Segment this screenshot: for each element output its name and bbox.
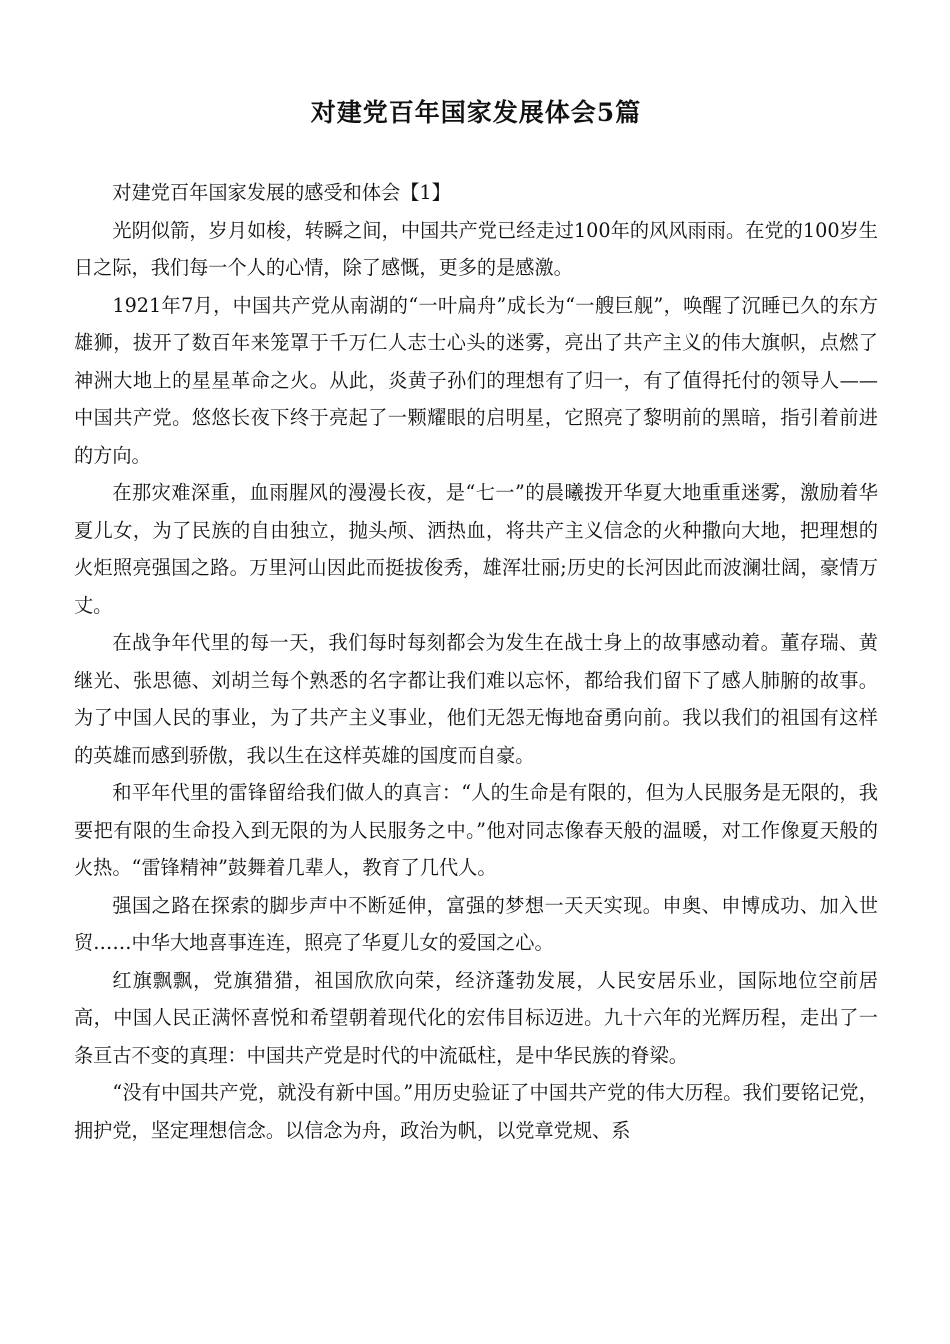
document-title: 对建党百年国家发展体会5篇 — [310, 98, 642, 127]
paragraph: 红旗飘飘，党旗猎猎，祖国欣欣向荣，经济蓬勃发展，人民安居乐业，国际地位空前居高，中国人民正满怀喜悦和希望朝着现代化的宏伟目标迈进。九十六年的光辉历程，走出了一条亘古不变的真理：中国共产党是时代的中流砥柱，是中华民族的脊梁。 — [74, 968, 878, 1067]
paragraph: 在那灾难深重，血雨腥风的漫漫长夜，是“七一”的晨曦拨开华夏大地重重迷雾，激励着华夏儿女，为了民族的自由独立，抛头颅、洒热血，将共产主义信念的火种撒向大地，把理想的火炬照亮强国之路。万里河山因此而挺拔俊秀，雄浑壮丽;历史的长河因此而波澜壮阔，豪情万丈。 — [74, 481, 878, 617]
document-body — [74, 174, 878, 1149]
document-page — [74, 96, 878, 1149]
paragraph: 在战争年代里的每一天，我们每时每刻都会为发生在战士身上的故事感动着。董存瑞、黄继光、张思德、刘胡兰每个熟悉的名字都让我们难以忘怀，都给我们留下了感人肺腑的故事。为了中国人民的事业，为了共产主义事业，他们无怨无悔地奋勇向前。我以我们的祖国有这样的英雄而感到骄傲，我以生在这样英雄的国度而自豪。 — [74, 631, 878, 767]
section-heading: 对建党百年国家发展的感受和体会【1】 — [112, 181, 451, 204]
paragraph: “没有中国共产党，就没有新中国。”用历史验证了中国共产党的伟大历程。我们要铭记党，拥护党，坚定理想信念。以信念为舟，政治为帆，以党章党规、系 — [74, 1081, 878, 1142]
paragraph: 光阴似箭，岁月如梭，转瞬之间，中国共产党已经走过100年的风风雨雨。在党的100岁生日之际，我们每一个人的心情，除了感慨，更多的是感激。 — [74, 218, 878, 279]
paragraph: 1921年7月，中国共产党从南湖的“一叶扁舟”成长为“一艘巨舰”，唤醒了沉睡已久的东方雄狮，拔开了数百年来笼罩于千万仁人志士心头的迷雾，亮出了共产主义的伟大旗帜，点燃了神洲大地上的星星革命之火。从此，炎黄子孙们的理想有了归一，有了值得托付的领导人——中国共产党。悠悠长夜下终于亮起了一颗耀眼的启明星，它照亮了黎明前的黑暗，指引着前进的方向。 — [74, 293, 878, 467]
paragraph: 强国之路在探索的脚步声中不断延伸，富强的梦想一天天实现。申奥、申博成功、加入世贸……中华大地喜事连连，照亮了华夏儿女的爱国之心。 — [74, 893, 878, 954]
paragraph: 和平年代里的雷锋留给我们做人的真言：“人的生命是有限的，但为人民服务是无限的，我要把有限的生命投入到无限的为人民服务之中。”他对同志像春天般的温暖，对工作像夏天般的火热。“雷锋精神”鼓舞着几辈人，教育了几代人。 — [74, 781, 878, 879]
